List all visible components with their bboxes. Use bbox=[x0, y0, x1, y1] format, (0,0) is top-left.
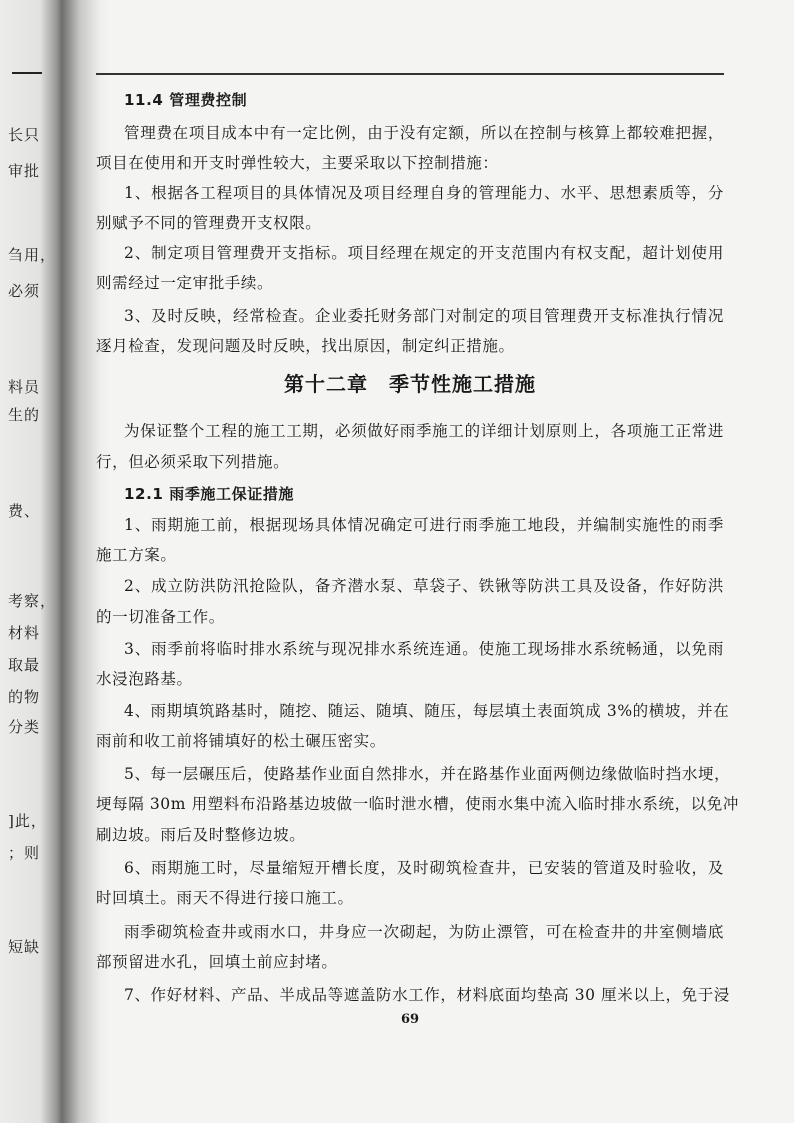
paragraph-line: 2、制定项目管理费开支指标。项目经理在规定的开支范围内有权支配，超计划使用 bbox=[124, 244, 724, 262]
paragraph-line: 时回填土。雨天不得进行接口施工。 bbox=[96, 889, 354, 907]
margin-fragment: 材料 bbox=[8, 624, 41, 642]
paragraph-line: 别赋予不同的管理费开支权限。 bbox=[96, 214, 322, 232]
paragraph-line: 1、根据各工程项目的具体情况及项目经理自身的管理能力、水平、思想素质等，分 bbox=[124, 184, 724, 202]
margin-fragment: 分类 bbox=[8, 718, 41, 736]
margin-fragment: 生的 bbox=[8, 406, 41, 424]
margin-fragment: 料员 bbox=[8, 378, 41, 396]
margin-fragment: 必须 bbox=[8, 282, 41, 300]
margin-fragment: 考察， bbox=[8, 592, 57, 610]
paragraph-line: 施工方案。 bbox=[96, 546, 177, 564]
paragraph-line: 则需经过一定审批手续。 bbox=[96, 274, 274, 292]
paragraph-line: 7、作好材料、产品、半成品等遮盖防水工作，材料底面均垫高 30 厘米以上，免于浸 bbox=[124, 986, 730, 1004]
page-number: 69 bbox=[400, 1012, 420, 1027]
paragraph-line: 4、雨期填筑路基时，随挖、随运、随填、随压，每层填土表面筑成 3%的横坡，并在 bbox=[124, 702, 730, 720]
paragraph-line: 管理费在项目成本中有一定比例，由于没有定额，所以在控制与核算上都较难把握， bbox=[124, 124, 724, 142]
paragraph-line: 2、成立防洪防汛抢险队，备齐潜水泵、草袋子、铁锹等防洪工具及设备，作好防洪 bbox=[124, 577, 724, 595]
paragraph-line: 5、每一层碾压后，使路基作业面自然排水，并在路基作业面两侧边缘做临时挡水埂， bbox=[124, 765, 731, 783]
paragraph-line: 逐月检查，发现问题及时反映，找出原因，制定纠正措施。 bbox=[96, 337, 515, 355]
section-heading-11-4: 11.4 管理费控制 bbox=[124, 91, 248, 109]
margin-fragment: 费、 bbox=[8, 502, 41, 520]
paragraph-line: 为保证整个工程的施工工期，必须做好雨季施工的详细计划原则上，各项施工正常进 bbox=[124, 422, 724, 440]
section-heading-12-1: 12.1 雨季施工保证措施 bbox=[124, 485, 295, 503]
paragraph-line: 的一切准备工作。 bbox=[96, 608, 225, 626]
paragraph-line: 1、雨期施工前，根据现场具体情况确定可进行雨季施工地段，并编制实施性的雨季 bbox=[124, 516, 724, 534]
paragraph-line: 水浸泡路基。 bbox=[96, 670, 193, 688]
paragraph-line: 埂每隔 30m 用塑料布沿路基边坡做一临时泄水槽，使雨水集中流入临时排水系统，以免冲 bbox=[96, 795, 739, 813]
margin-fragment: 短缺 bbox=[8, 938, 41, 956]
paragraph-line: 雨前和收工前将铺填好的松土碾压密实。 bbox=[96, 732, 386, 750]
chapter-title: 第十二章 季节性施工措施 bbox=[284, 372, 536, 396]
margin-fragment: 审批 bbox=[8, 162, 41, 180]
margin-fragment: 的物 bbox=[8, 688, 41, 706]
margin-fragment: 长只 bbox=[8, 126, 41, 144]
paragraph-line: 行，但必须采取下列措施。 bbox=[96, 453, 290, 471]
paragraph-line: 刷边坡。雨后及时整修边坡。 bbox=[96, 826, 306, 844]
margin-fragment: ；则 bbox=[8, 844, 41, 862]
paragraph-line: 3、雨季前将临时排水系统与现况排水系统连通。使施工现场排水系统畅通，以免雨 bbox=[124, 640, 724, 658]
margin-rule bbox=[12, 72, 42, 74]
margin-fragment: 刍用， bbox=[8, 246, 57, 264]
paragraph-line: 项目在使用和开支时弹性较大，主要采取以下控制措施： bbox=[96, 154, 499, 172]
paragraph-line: 雨季砌筑检查井或雨水口，井身应一次砌起，为防止漂管，可在检查井的井室侧墙底 bbox=[124, 923, 724, 941]
header-rule bbox=[96, 73, 724, 75]
paragraph-line: 部预留进水孔，回填土前应封堵。 bbox=[96, 953, 338, 971]
margin-fragment: ]此， bbox=[8, 812, 47, 830]
paragraph-line: 3、及时反映，经常检查。企业委托财务部门对制定的项目管理费开支标准执行情况 bbox=[124, 307, 724, 325]
paragraph-line: 6、雨期施工时，尽量缩短开槽长度，及时砌筑检查井，已安装的管道及时验收，及 bbox=[124, 859, 724, 877]
margin-fragment: 取最 bbox=[8, 656, 41, 674]
